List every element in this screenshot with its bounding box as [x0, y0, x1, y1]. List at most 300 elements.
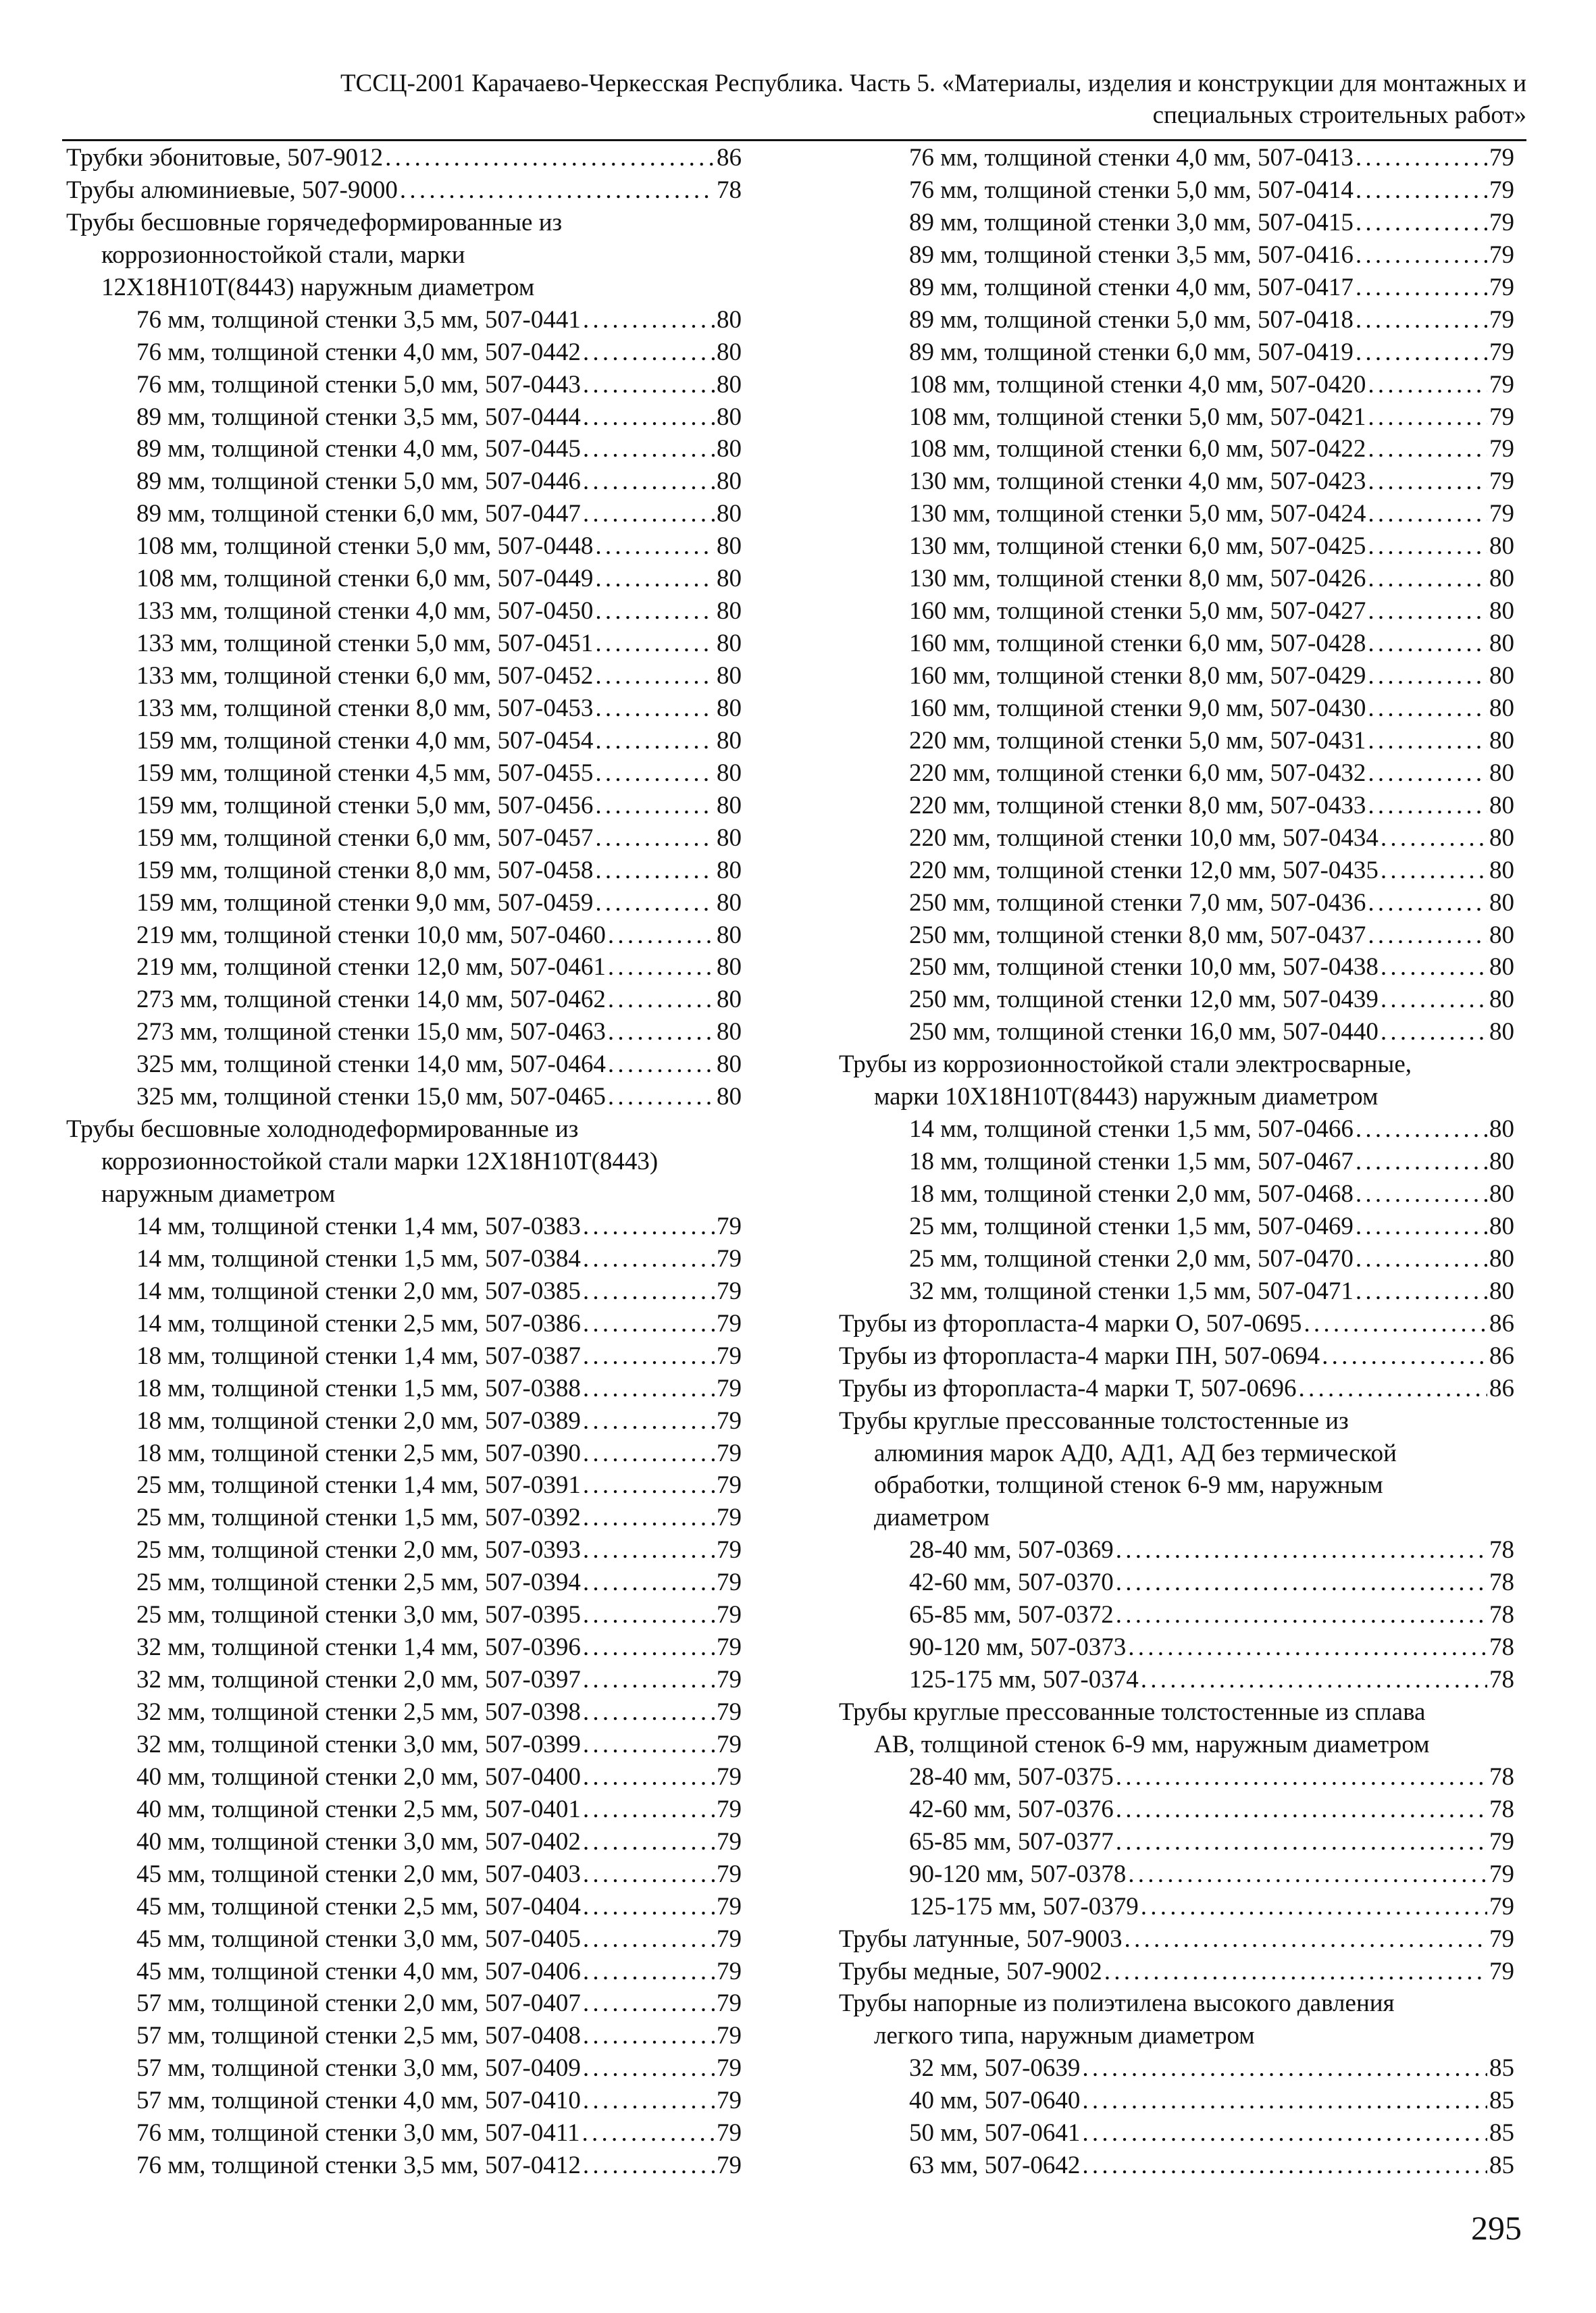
- dot-leader: [595, 692, 715, 725]
- entry-text: коррозионностойкой стали, марки: [101, 240, 465, 269]
- entry-text: 108 мм, толщиной стенки 6,0 мм, 507-0422: [909, 435, 1366, 463]
- dot-leader: [1368, 595, 1487, 628]
- entry-text: Трубы бесшовные горячедеформированные из: [66, 208, 563, 236]
- entry-page: 80: [717, 500, 742, 528]
- entry-page: 80: [717, 597, 742, 626]
- index-entry: [839, 2052, 1514, 2085]
- dot-leader: [1368, 563, 1487, 595]
- entry-text: 63 мм, 507-0642: [909, 2152, 1081, 2180]
- entry-page: 79: [717, 1730, 742, 1758]
- dot-leader: [1082, 2150, 1487, 2182]
- index-entry: [66, 2020, 742, 2052]
- entry-page: 79: [717, 1795, 742, 1823]
- index-entry: [66, 595, 742, 628]
- dot-leader: [595, 757, 715, 790]
- index-entry: [839, 855, 1514, 887]
- index-heading: [839, 1438, 1514, 1470]
- index-entry: [839, 887, 1514, 919]
- dot-leader: [595, 822, 715, 855]
- index-entry: [839, 692, 1514, 725]
- dot-leader: [1356, 1211, 1487, 1243]
- dot-leader: [1124, 1923, 1487, 1956]
- dot-leader: [1356, 1178, 1487, 1211]
- dot-leader: [1116, 1599, 1487, 1631]
- entry-text: 130 мм, толщиной стенки 6,0 мм, 507-0425: [909, 532, 1366, 561]
- entry-text: диаметром: [874, 1504, 990, 1532]
- dot-leader: [583, 1631, 715, 1664]
- entry-page: 79: [717, 2054, 742, 2083]
- entry-page: 80: [1489, 1212, 1514, 1240]
- index-entry: [66, 757, 742, 790]
- dot-leader: [583, 1826, 715, 1858]
- dot-leader: [1116, 1794, 1487, 1826]
- dot-leader: [1116, 1567, 1487, 1599]
- entry-page: 80: [717, 467, 742, 496]
- entry-text: 45 мм, толщиной стенки 2,5 мм, 507-0404: [136, 1892, 581, 1921]
- index-heading: [66, 1146, 742, 1178]
- index-entry: [66, 2150, 742, 2182]
- dot-leader: [583, 401, 715, 434]
- entry-page: 79: [717, 1374, 742, 1402]
- dot-leader: [583, 1469, 715, 1502]
- entry-page: 86: [1489, 1342, 1514, 1370]
- dot-leader: [1141, 1664, 1487, 1696]
- dot-leader: [1082, 2052, 1487, 2085]
- entry-page: 80: [1489, 1180, 1514, 1208]
- entry-text: АВ, толщиной стенок 6-9 мм, наружным диаметром: [874, 1730, 1430, 1758]
- dot-leader: [1356, 1243, 1487, 1275]
- index-entry: [839, 563, 1514, 595]
- entry-text: 14 мм, толщиной стенки 2,5 мм, 507-0386: [136, 1309, 581, 1338]
- index-entry: [839, 628, 1514, 660]
- dot-leader: [583, 369, 715, 401]
- entry-text: 50 мм, 507-0641: [909, 2119, 1081, 2147]
- entry-text: 42-60 мм, 507-0376: [909, 1795, 1114, 1823]
- dot-leader: [1322, 1340, 1487, 1373]
- entry-text: 25 мм, толщиной стенки 1,5 мм, 507-0392: [136, 1504, 581, 1532]
- entry-text: 108 мм, толщиной стенки 5,0 мм, 507-0421: [909, 403, 1366, 431]
- dot-leader: [1299, 1373, 1487, 1405]
- entry-page: 78: [1489, 1795, 1514, 1823]
- index-entry: [66, 498, 742, 530]
- entry-page: 80: [1489, 986, 1514, 1014]
- entry-page: 79: [1489, 176, 1514, 204]
- entry-page: 79: [717, 2119, 742, 2147]
- index-entry: [66, 1016, 742, 1048]
- entry-page: 78: [717, 176, 742, 204]
- index-entry: [839, 1113, 1514, 1146]
- entry-page: 80: [717, 1050, 742, 1079]
- index-entry: [839, 1146, 1514, 1178]
- entry-text: 250 мм, толщиной стенки 16,0 мм, 507-0440: [909, 1018, 1379, 1046]
- index-heading: [839, 1502, 1514, 1534]
- entry-text: 89 мм, толщиной стенки 6,0 мм, 507-0447: [136, 500, 581, 528]
- entry-page: 86: [1489, 1309, 1514, 1338]
- dot-leader: [1141, 1891, 1487, 1923]
- entry-text: 89 мм, толщиной стенки 3,0 мм, 507-0415: [909, 208, 1354, 236]
- dot-leader: [608, 919, 715, 952]
- entry-page: 79: [1489, 338, 1514, 366]
- header-line-1: ТССЦ-2001 Карачаево-Черкесская Республика. Часть 5. «Материалы, изделия и конструкции для монтажных и: [340, 70, 1526, 97]
- entry-text: 65-85 мм, 507-0372: [909, 1601, 1114, 1629]
- entry-page: 80: [717, 791, 742, 819]
- index-entry: [839, 142, 1514, 174]
- dot-leader: [1128, 1858, 1487, 1891]
- entry-page: 86: [717, 144, 742, 172]
- entry-text: 159 мм, толщиной стенки 6,0 мм, 507-0457: [136, 823, 594, 852]
- entry-text: Трубы из фторопласта-4 марки О, 507-0695: [839, 1309, 1302, 1338]
- entry-page: 79: [1489, 1860, 1514, 1888]
- entry-text: 250 мм, толщиной стенки 12,0 мм, 507-0439: [909, 986, 1379, 1014]
- dot-leader: [583, 1275, 715, 1308]
- entry-page: 80: [717, 953, 742, 982]
- entry-page: 80: [717, 1018, 742, 1046]
- entry-page: 79: [717, 1212, 742, 1240]
- dot-leader: [595, 660, 715, 692]
- entry-page: 85: [1489, 2152, 1514, 2180]
- entry-page: 79: [717, 1860, 742, 1888]
- dot-leader: [1368, 628, 1487, 660]
- dot-leader: [1356, 142, 1487, 174]
- dot-leader: [1368, 369, 1487, 401]
- entry-page: 79: [1489, 208, 1514, 236]
- dot-leader: [583, 1923, 715, 1956]
- entry-text: 159 мм, толщиной стенки 8,0 мм, 507-0458: [136, 856, 594, 884]
- dot-leader: [583, 1987, 715, 2020]
- entry-page: 79: [1489, 240, 1514, 269]
- entry-page: 79: [717, 1536, 742, 1565]
- dot-leader: [595, 887, 715, 919]
- entry-text: Трубы круглые прессованные толстостенные из сплава: [839, 1698, 1426, 1726]
- index-heading: [66, 239, 742, 272]
- index-entry: [66, 1048, 742, 1081]
- index-entry: [66, 563, 742, 595]
- entry-text: 57 мм, толщиной стенки 2,0 мм, 507-0407: [136, 1989, 581, 2018]
- index-entry: [66, 1858, 742, 1891]
- page-number: 295: [1471, 2209, 1522, 2247]
- header-line-2: специальных строительных работ»: [1152, 101, 1526, 129]
- dot-leader: [583, 1664, 715, 1696]
- index-entry: [66, 692, 742, 725]
- entry-page: 78: [1489, 1569, 1514, 1597]
- entry-text: 57 мм, толщиной стенки 3,0 мм, 507-0409: [136, 2054, 581, 2083]
- entry-page: 79: [717, 1762, 742, 1791]
- entry-text: 273 мм, толщиной стенки 15,0 мм, 507-0463: [136, 1018, 606, 1046]
- index-entry: [839, 790, 1514, 822]
- index-entry: [66, 1275, 742, 1308]
- entry-page: 80: [717, 630, 742, 658]
- index-entry: [66, 142, 742, 174]
- index-entry: [839, 207, 1514, 239]
- entry-text: 32 мм, толщиной стенки 2,5 мм, 507-0398: [136, 1698, 581, 1726]
- entry-page: 78: [1489, 1762, 1514, 1791]
- index-entry: [66, 855, 742, 887]
- index-entry: [66, 1664, 742, 1696]
- dot-leader: [608, 984, 715, 1016]
- dot-leader: [583, 465, 715, 498]
- entry-page: 79: [717, 1277, 742, 1305]
- entry-page: 80: [717, 726, 742, 755]
- entry-page: 79: [717, 1504, 742, 1532]
- index-heading: [839, 1469, 1514, 1502]
- entry-page: 86: [1489, 1374, 1514, 1402]
- entry-page: 80: [1489, 662, 1514, 690]
- entry-text: 108 мм, толщиной стенки 5,0 мм, 507-0448: [136, 532, 594, 561]
- entry-text: Трубы из фторопласта-4 марки Т, 507-0696: [839, 1374, 1297, 1402]
- index-heading: [839, 1048, 1514, 1081]
- dot-leader: [583, 1858, 715, 1891]
- dot-leader: [1128, 1631, 1487, 1664]
- index-entry: [66, 2085, 742, 2117]
- entry-page: 80: [717, 823, 742, 852]
- index-heading: [839, 1987, 1514, 2020]
- entry-page: 80: [717, 986, 742, 1014]
- entry-text: 108 мм, толщиной стенки 6,0 мм, 507-0449: [136, 565, 594, 593]
- entry-page: 79: [1489, 144, 1514, 172]
- entry-page: 79: [1489, 403, 1514, 431]
- entry-text: 40 мм, толщиной стенки 2,0 мм, 507-0400: [136, 1762, 581, 1791]
- dot-leader: [583, 498, 715, 530]
- index-entry: [66, 660, 742, 692]
- entry-text: Трубы алюминиевые, 507-9000: [66, 176, 398, 204]
- index-entry: [66, 369, 742, 401]
- entry-text: 90-120 мм, 507-0378: [909, 1860, 1127, 1888]
- index-entry: [66, 1956, 742, 1988]
- entry-text: 130 мм, толщиной стенки 4,0 мм, 507-0423: [909, 467, 1366, 496]
- index-entry: [66, 822, 742, 855]
- entry-page: 79: [717, 2022, 742, 2050]
- entry-page: 80: [1489, 1115, 1514, 1144]
- entry-page: 79: [1489, 1827, 1514, 1856]
- entry-page: 80: [1489, 1244, 1514, 1273]
- dot-leader: [1368, 401, 1487, 434]
- dot-leader: [583, 1891, 715, 1923]
- index-heading: [66, 272, 742, 304]
- entry-page: 85: [1489, 2087, 1514, 2115]
- entry-page: 79: [1489, 467, 1514, 496]
- entry-text: 18 мм, толщиной стенки 2,0 мм, 507-0468: [909, 1180, 1354, 1208]
- index-entry: [66, 1729, 742, 1761]
- index-entry: [839, 465, 1514, 498]
- entry-text: 32 мм, толщиной стенки 2,0 мм, 507-0397: [136, 1666, 581, 1694]
- dot-leader: [583, 1729, 715, 1761]
- entry-text: легкого типа, наружным диаметром: [874, 2022, 1255, 2050]
- index-entry: [839, 1631, 1514, 1664]
- index-entry: [66, 1534, 742, 1567]
- entry-page: 79: [717, 1309, 742, 1338]
- entry-text: Трубы круглые прессованные толстостенные из: [839, 1406, 1349, 1435]
- index-entry: [66, 1405, 742, 1438]
- dot-leader: [1381, 951, 1487, 984]
- entry-text: 159 мм, толщиной стенки 4,0 мм, 507-0454: [136, 726, 594, 755]
- index-entry: [839, 336, 1514, 369]
- dot-leader: [1368, 919, 1487, 952]
- index-column-left: [66, 142, 742, 2182]
- dot-leader: [1368, 433, 1487, 465]
- dot-leader: [595, 790, 715, 822]
- entry-text: 14 мм, толщиной стенки 1,5 мм, 507-0466: [909, 1115, 1354, 1144]
- entry-text: 40 мм, толщиной стенки 3,0 мм, 507-0402: [136, 1827, 581, 1856]
- entry-page: 80: [717, 435, 742, 463]
- index-entry: [839, 1567, 1514, 1599]
- entry-text: 76 мм, толщиной стенки 3,5 мм, 507-0412: [136, 2152, 581, 2180]
- dot-leader: [595, 628, 715, 660]
- index-entry: [66, 1987, 742, 2020]
- index-entry: [839, 1340, 1514, 1373]
- index-entry: [839, 2150, 1514, 2182]
- index-entry: [839, 1956, 1514, 1988]
- entry-page: 80: [717, 921, 742, 949]
- dot-leader: [583, 1373, 715, 1405]
- entry-text: 325 мм, толщиной стенки 15,0 мм, 507-0465: [136, 1083, 606, 1111]
- index-entry: [839, 433, 1514, 465]
- entry-text: 18 мм, толщиной стенки 2,0 мм, 507-0389: [136, 1406, 581, 1435]
- entry-page: 78: [1489, 1601, 1514, 1629]
- entry-text: 220 мм, толщиной стенки 5,0 мм, 507-0431: [909, 726, 1366, 755]
- entry-text: 133 мм, толщиной стенки 8,0 мм, 507-0453: [136, 694, 594, 722]
- entry-page: 80: [717, 532, 742, 561]
- entry-text: коррозионностойкой стали марки 12Х18Н10Т(8443): [101, 1148, 659, 1176]
- entry-page: 80: [717, 1083, 742, 1111]
- entry-page: 79: [717, 2087, 742, 2115]
- entry-text: 25 мм, толщиной стенки 3,0 мм, 507-0395: [136, 1601, 581, 1629]
- entry-text: 57 мм, толщиной стенки 2,5 мм, 507-0408: [136, 2022, 581, 2050]
- dot-leader: [595, 725, 715, 757]
- entry-text: 273 мм, толщиной стенки 14,0 мм, 507-0462: [136, 986, 606, 1014]
- index-entry: [839, 1016, 1514, 1048]
- dot-leader: [1356, 272, 1487, 304]
- entry-text: Трубы бесшовные холоднодеформированные из: [66, 1115, 579, 1144]
- entry-page: 79: [717, 1925, 742, 1953]
- index-heading: [839, 1729, 1514, 1761]
- entry-text: 28-40 мм, 507-0369: [909, 1536, 1114, 1565]
- entry-page: 80: [1489, 726, 1514, 755]
- entry-page: 79: [1489, 305, 1514, 334]
- index-heading: [66, 1113, 742, 1146]
- entry-text: марки 10Х18Н10Т(8443) наружным диаметром: [874, 1083, 1379, 1111]
- entry-text: Трубы латунные, 507-9003: [839, 1925, 1123, 1953]
- index-entry: [839, 919, 1514, 952]
- entry-page: 79: [1489, 1892, 1514, 1921]
- entry-text: 18 мм, толщиной стенки 1,4 мм, 507-0387: [136, 1342, 581, 1370]
- running-header: [61, 68, 1526, 131]
- entry-page: 79: [717, 1666, 742, 1694]
- entry-page: 80: [717, 338, 742, 366]
- index-entry: [839, 369, 1514, 401]
- entry-text: 89 мм, толщиной стенки 4,0 мм, 507-0417: [909, 273, 1354, 301]
- index-entry: [66, 1599, 742, 1631]
- entry-page: 80: [717, 370, 742, 399]
- entry-text: Трубы из коррозионностойкой стали электросварные,: [839, 1050, 1412, 1079]
- index-entry: [66, 919, 742, 952]
- entry-text: 250 мм, толщиной стенки 8,0 мм, 507-0437: [909, 921, 1366, 949]
- entry-text: 160 мм, толщиной стенки 9,0 мм, 507-0430: [909, 694, 1366, 722]
- dot-leader: [385, 142, 715, 174]
- dot-leader: [608, 1048, 715, 1081]
- entry-page: 79: [717, 1957, 742, 1985]
- dot-leader: [1368, 660, 1487, 692]
- entry-text: 160 мм, толщиной стенки 5,0 мм, 507-0427: [909, 597, 1366, 626]
- index-entry: [66, 628, 742, 660]
- entry-text: Трубы из фторопласта-4 марки ПН, 507-0694: [839, 1342, 1320, 1370]
- dot-leader: [1116, 1826, 1487, 1858]
- dot-leader: [1356, 1113, 1487, 1146]
- entry-text: 133 мм, толщиной стенки 5,0 мм, 507-0451: [136, 630, 594, 658]
- dot-leader: [400, 174, 715, 207]
- index-entry: [66, 1794, 742, 1826]
- index-entry: [839, 2085, 1514, 2117]
- entry-text: 133 мм, толщиной стенки 6,0 мм, 507-0452: [136, 662, 594, 690]
- index-entry: [839, 1178, 1514, 1211]
- index-entry: [839, 1761, 1514, 1794]
- dot-leader: [1356, 336, 1487, 369]
- index-entry: [66, 725, 742, 757]
- entry-page: 85: [1489, 2119, 1514, 2147]
- dot-leader: [1304, 1308, 1487, 1340]
- index-entry: [839, 1308, 1514, 1340]
- entry-text: Трубки эбонитовые, 507-9012: [66, 144, 384, 172]
- dot-leader: [1082, 2085, 1487, 2117]
- index-entry: [839, 757, 1514, 790]
- index-heading: [839, 1405, 1514, 1438]
- entry-text: 25 мм, толщиной стенки 1,5 мм, 507-0469: [909, 1212, 1354, 1240]
- entry-page: 79: [1489, 500, 1514, 528]
- entry-text: 125-175 мм, 507-0379: [909, 1892, 1139, 1921]
- entry-text: 130 мм, толщиной стенки 8,0 мм, 507-0426: [909, 565, 1366, 593]
- index-entry: [66, 2117, 742, 2150]
- entry-text: 89 мм, толщиной стенки 5,0 мм, 507-0418: [909, 305, 1354, 334]
- entry-text: 40 мм, толщиной стенки 2,5 мм, 507-0401: [136, 1795, 581, 1823]
- entry-text: 18 мм, толщиной стенки 1,5 мм, 507-0388: [136, 1374, 581, 1402]
- index-heading: [66, 1178, 742, 1211]
- entry-page: 79: [717, 1989, 742, 2018]
- entry-page: 80: [717, 856, 742, 884]
- entry-text: Трубы медные, 507-9002: [839, 1957, 1102, 1985]
- entry-page: 80: [1489, 565, 1514, 593]
- entry-text: 76 мм, толщиной стенки 3,5 мм, 507-0441: [136, 305, 581, 334]
- entry-page: 78: [1489, 1633, 1514, 1662]
- entry-text: 159 мм, толщиной стенки 9,0 мм, 507-0459: [136, 888, 594, 917]
- dot-leader: [1104, 1956, 1487, 1988]
- index-entry: [839, 1891, 1514, 1923]
- dot-leader: [1368, 725, 1487, 757]
- index-entry: [66, 336, 742, 369]
- entry-text: 219 мм, толщиной стенки 10,0 мм, 507-0460: [136, 921, 606, 949]
- dot-leader: [583, 1243, 715, 1275]
- entry-text: 76 мм, толщиной стенки 4,0 мм, 507-0442: [136, 338, 581, 366]
- dot-leader: [1368, 530, 1487, 563]
- index-entry: [839, 2117, 1514, 2150]
- entry-text: 159 мм, толщиной стенки 5,0 мм, 507-0456: [136, 791, 594, 819]
- entry-page: 79: [717, 2152, 742, 2180]
- entry-page: 80: [1489, 630, 1514, 658]
- dot-leader: [1368, 887, 1487, 919]
- entry-page: 79: [717, 1569, 742, 1597]
- entry-text: 32 мм, толщиной стенки 3,0 мм, 507-0399: [136, 1730, 581, 1758]
- index-entry: [839, 1826, 1514, 1858]
- entry-text: 89 мм, толщиной стенки 5,0 мм, 507-0446: [136, 467, 581, 496]
- index-entry: [839, 1275, 1514, 1308]
- dot-leader: [583, 1567, 715, 1599]
- entry-text: 89 мм, толщиной стенки 4,0 мм, 507-0445: [136, 435, 581, 463]
- entry-page: 78: [1489, 1536, 1514, 1565]
- entry-text: 14 мм, толщиной стенки 2,0 мм, 507-0385: [136, 1277, 581, 1305]
- dot-leader: [583, 1696, 715, 1729]
- entry-text: 220 мм, толщиной стенки 8,0 мм, 507-0433: [909, 791, 1366, 819]
- entry-text: 12Х18Н10Т(8443) наружным диаметром: [101, 273, 535, 301]
- entry-text: алюминия марок АД0, АД1, АД без термической: [874, 1439, 1397, 1467]
- entry-page: 80: [1489, 856, 1514, 884]
